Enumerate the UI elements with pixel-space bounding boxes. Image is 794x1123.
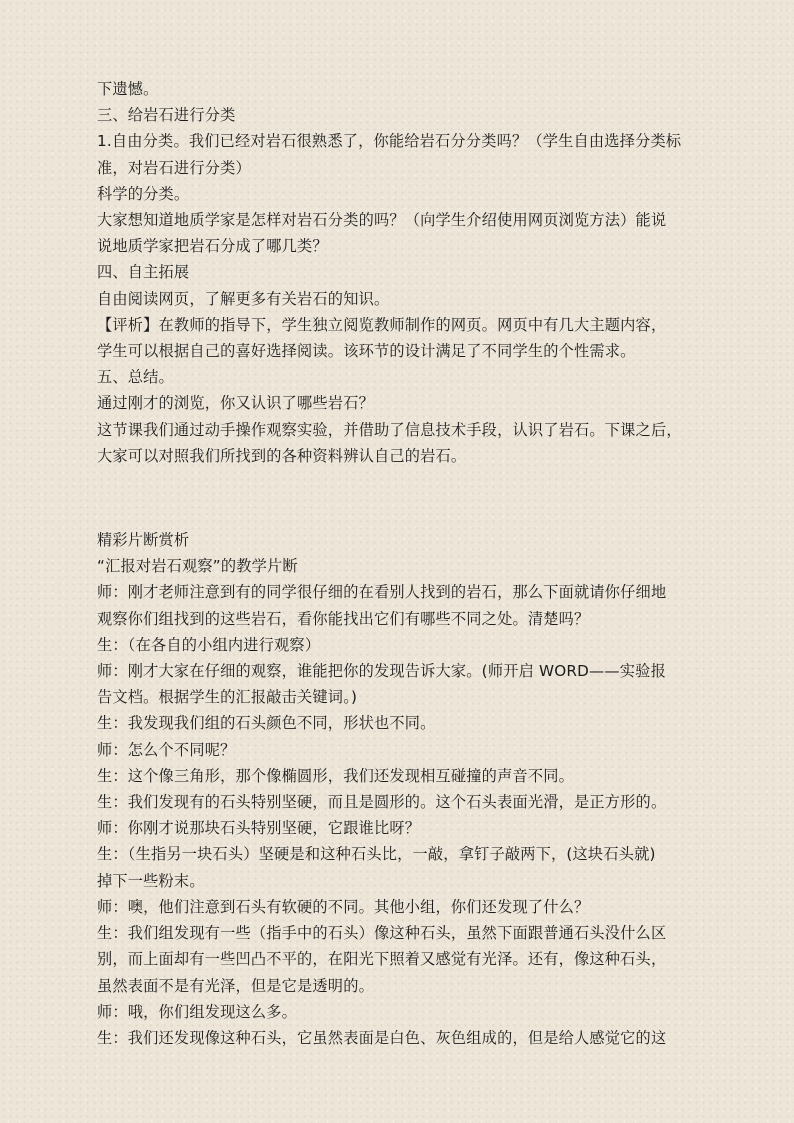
text-line: 师：怎么个不同呢？ xyxy=(97,740,236,759)
text-line: 大家可以对照我们所找到的各种资料辨认自己的岩石。 xyxy=(97,446,467,465)
text-line: “汇报对岩石观察”的教学片断 xyxy=(97,557,298,576)
blank-line xyxy=(97,485,702,511)
text-line: 别，而上面却有一些凹凸不平的，在阳光下照着又感觉有光泽。还有，像这种石头， xyxy=(97,950,667,969)
text-line: 自由阅读网页，了解更多有关岩石的知识。 xyxy=(97,289,390,308)
text-line: 生：这个像三角形，那个像椭圆形，我们还发现相互碰撞的声音不同。 xyxy=(97,766,575,785)
text-line: 师：噢，他们注意到石头有软硬的不同。其他小组，你们还发现了什么？ xyxy=(97,897,590,916)
text-line: 1.自由分类。我们已经对岩石很熟悉了，你能给岩石分分类吗？（学生自由选择分类标 xyxy=(97,132,682,151)
text-line: 五、总结。 xyxy=(97,368,174,387)
text-line: 通过刚才的浏览，你又认识了哪些岩石？ xyxy=(97,394,374,413)
text-line: 准，对岩石进行分类） xyxy=(97,158,251,177)
text-line: 生：我们还发现像这种石头，它虽然表面是白色、灰色组成的，但是给人感觉它的这 xyxy=(97,1028,667,1047)
text-line: 观察你们组找到的这些岩石，看你能找出它们有哪些不同之处。清楚吗？ xyxy=(97,609,590,628)
text-line: 虽然表面不是有光泽，但是它是透明的。 xyxy=(97,976,374,995)
text-line: 师：刚才老师注意到有的同学很仔细的在看别人找到的岩石，那么下面就请你仔细地 xyxy=(97,583,667,602)
text-line: 生：我们发现有的石头特别坚硬，而且是圆形的。这个石头表面光滑，是正方形的。 xyxy=(97,793,667,812)
text-line: 师：哦，你们组发现这么多。 xyxy=(97,1002,298,1021)
text-line: 师：刚才大家在仔细的观察，谁能把你的发现告诉大家。(师开启 WORD——实验报 xyxy=(97,662,666,681)
text-line: 生：（在各自的小组内进行观察） xyxy=(97,635,321,654)
text-line: 四、自主拓展 xyxy=(97,263,190,282)
text-line: 生：我们组发现有一些（指手中的石头）像这种石头，虽然下面跟普通石头没什么区 xyxy=(97,924,667,943)
text-line: 师：你刚才说那块石头特别坚硬，它跟谁比呀？ xyxy=(97,819,421,838)
text-line: 生：我发现我们组的石头颜色不同，形状也不同。 xyxy=(97,714,436,733)
text-line: 下遗憾。 xyxy=(97,80,159,98)
text-line: 精彩片断赏析 xyxy=(97,531,190,550)
text-line: 科学的分类。 xyxy=(97,184,190,203)
text-line: 这节课我们通过动手操作观察实验，并借助了信息技术手段，认识了岩石。下课之后， xyxy=(97,420,682,439)
text-line: 告文档。根据学生的汇报敲击关键词。) xyxy=(97,688,358,707)
text-line: 掉下一些粉末。 xyxy=(97,871,205,890)
text-line: 大家想知道地质学家是怎样对岩石分类的吗？（向学生介绍使用网页浏览方法）能说 xyxy=(97,211,667,230)
text-line: 【评析】在教师的指导下，学生独立阅览教师制作的网页。网页中有几大主题内容， xyxy=(97,315,667,334)
text-line: 学生可以根据自己的喜好选择阅读。该环节的设计满足了不同学生的个性需求。 xyxy=(97,342,636,361)
text-line: 三、给岩石进行分类 xyxy=(97,106,236,125)
text-line: 生：（生指另一块石头）坚硬是和这种石头比，一敲，拿钉子敲两下，(这块石头就) xyxy=(97,845,656,864)
text-line: 说地质学家把岩石分成了哪几类？ xyxy=(97,237,328,256)
